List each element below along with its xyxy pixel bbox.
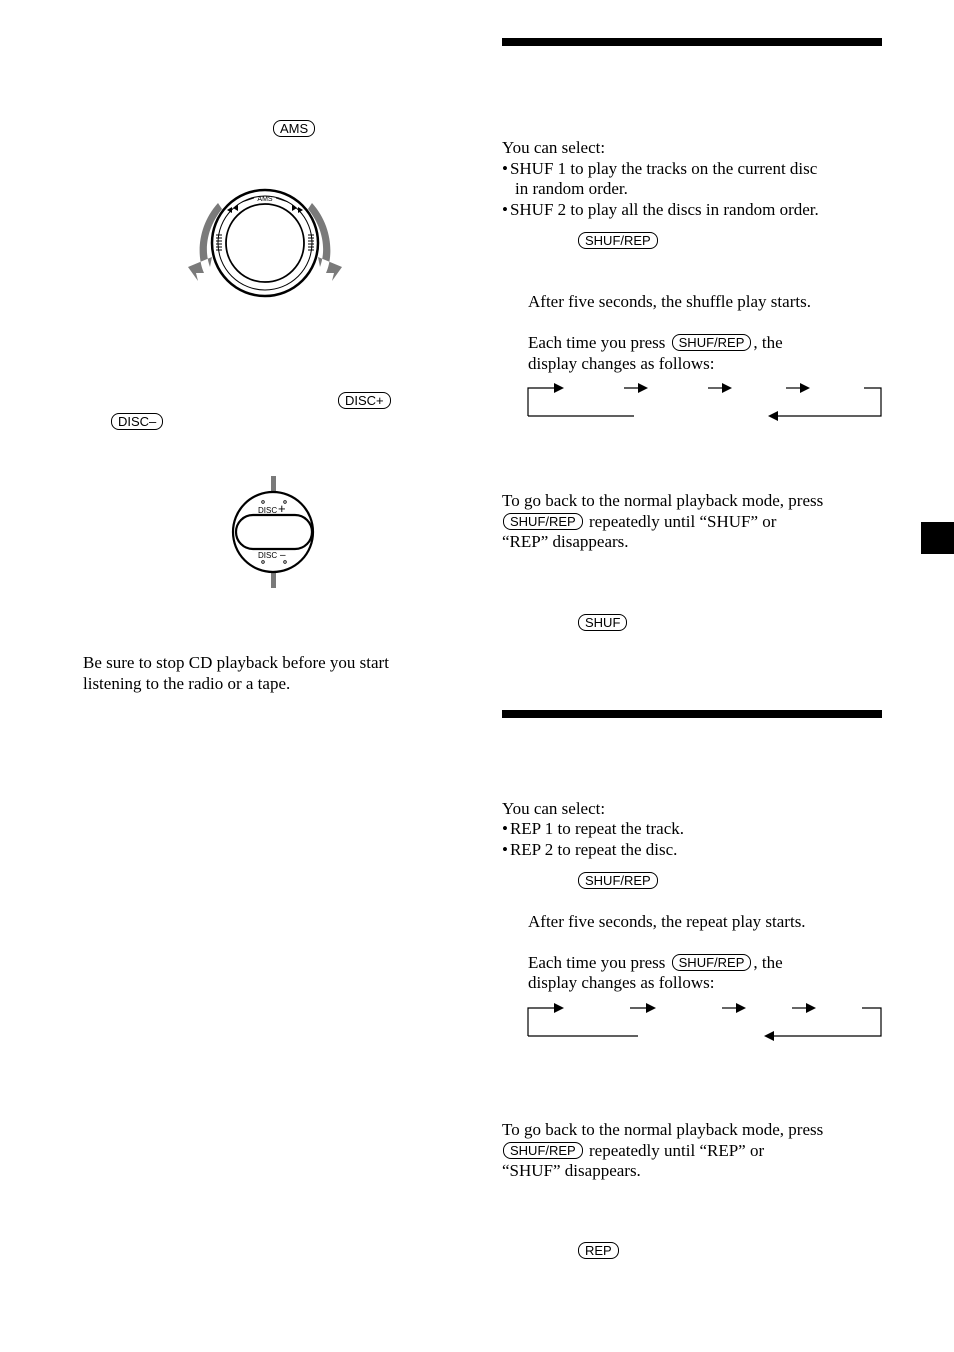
shuffle-back-line-3: “REP” disappears. [502,532,629,551]
repeat-each-time: Each time you press SHUF/REP , the [528,953,783,972]
repeat-back-line-2: SHUF/REP repeatedly until “REP” or [502,1141,764,1162]
arrow-left-icon [768,411,778,421]
repeat-back-line-3: “SHUF” disappears. [502,1161,641,1180]
bullet-marker [502,840,510,859]
dial-disc-plus-label: DISC [258,506,278,515]
dial-plus-sign: + [278,501,286,516]
rep-key: REP [578,1242,619,1259]
disc-plus-key: DISC+ [338,392,391,409]
shuffle-back-line-1: To go back to the normal playback mode, press [502,491,824,510]
shuf-rep-key-inline: SHUF/REP [672,954,752,971]
repeat-display-changes: display changes as follows: [528,973,715,992]
shuf-rep-key: SHUF/REP [578,872,658,889]
dial-minus-sign: – [280,550,286,561]
disc-button-illustration [230,474,320,590]
shuf-rep-key: SHUF/REP [578,232,658,249]
arrow-right-icon [806,1003,816,1013]
shuf-rep-key-inline: SHUF/REP [672,334,752,351]
note-line-1: Be sure to stop CD playback before you start [83,653,389,672]
arrow-right-icon [554,383,564,393]
shuffle-back-line-2: SHUF/REP repeatedly until “SHUF” or [502,512,776,533]
note-line-2: listening to the radio or a tape. [83,673,291,693]
shuf-rep-key-inline: SHUF/REP [503,513,583,530]
ams-dial-illustration [180,185,350,305]
arrow-right-icon [554,1003,564,1013]
section-rule-repeat [502,710,882,718]
shuf-key: SHUF [578,614,627,631]
dial-ams-label: AMS [257,196,273,203]
shuffle-bullet-1-cont: in random order. [515,179,628,198]
bullet-marker [502,200,510,219]
arrow-right-icon [800,383,810,393]
arrow-left-icon [764,1031,774,1041]
arrow-right-icon [722,383,732,393]
arrow-right-icon [736,1003,746,1013]
shuffle-after-text: After five seconds, the shuffle play starts. [528,292,811,311]
disc-minus-key: DISC– [111,413,163,430]
shuffle-display-changes: display changes as follows: [528,354,715,373]
chapter-tab [921,522,954,554]
repeat-bullet-2: • REP 2 to repeat the disc. [502,840,677,861]
arrow-right-icon [646,1003,656,1013]
shuffle-intro: You can select: [502,138,606,157]
repeat-after-text: After five seconds, the repeat play starts. [528,912,806,931]
shuffle-bullet-2: • SHUF 2 to play all the discs in random order. [502,200,819,221]
bullet-marker [502,819,510,838]
ams-key: AMS [273,120,315,137]
bullet-marker [502,159,510,178]
section-rule-shuffle [502,38,882,46]
shuf-rep-key-inline: SHUF/REP [503,1142,583,1159]
cd-stop-note [83,653,389,694]
shuffle-bullet-1: • SHUF 1 to play the tracks on the current disc [502,159,817,180]
repeat-bullet-1: • REP 1 to repeat the track. [502,819,684,840]
shuffle-cycle-diagram [526,380,886,422]
dial-disc-minus-label: DISC [258,551,278,560]
repeat-cycle-diagram [526,1000,886,1042]
repeat-back-line-1: To go back to the normal playback mode, press [502,1120,824,1139]
repeat-intro: You can select: [502,799,606,818]
arrow-right-icon [638,383,648,393]
shuffle-each-time: Each time you press SHUF/REP , the [528,333,783,352]
